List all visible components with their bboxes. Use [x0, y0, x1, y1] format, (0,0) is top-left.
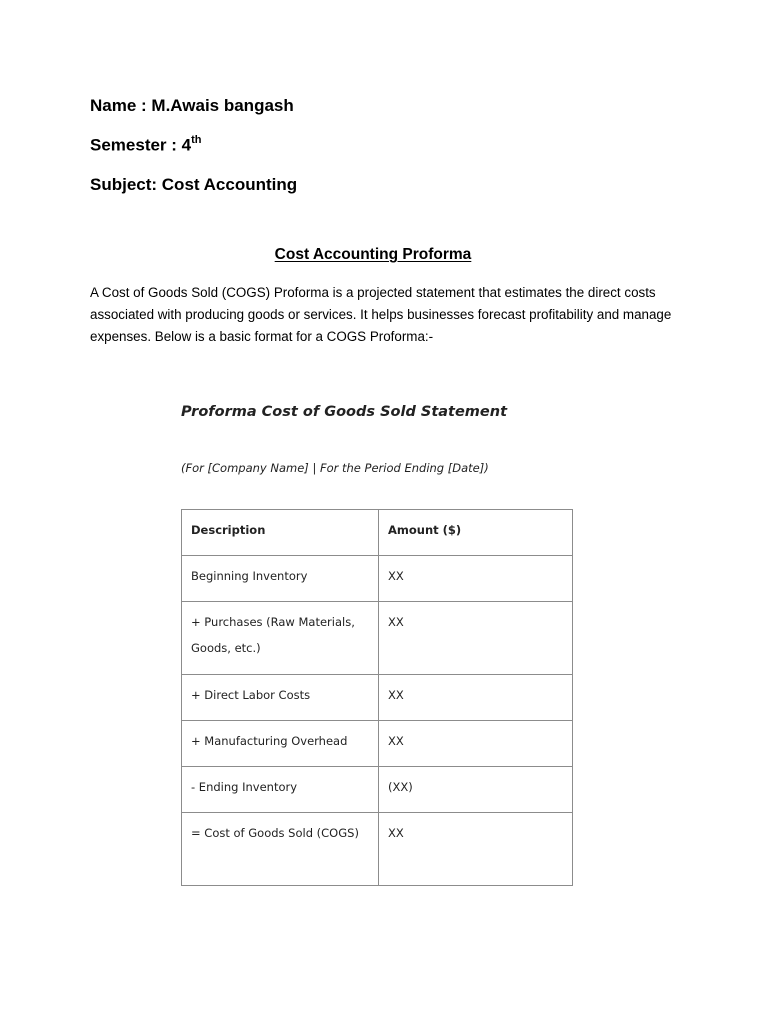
semester-label: Semester : 4: [90, 135, 192, 155]
proforma-subtitle: (For [Company Name] | For the Period Ending [Date]): [181, 461, 489, 475]
row-amount: XX: [379, 602, 573, 675]
row-amount: XX: [379, 721, 573, 767]
intro-paragraph: A Cost of Goods Sold (COGS) Proforma is a projected statement that estimates the direct costs associated with producing goods or services. It helps businesses forecast profitability and manage expenses. Below is a basic format for a COGS Proforma:-: [90, 285, 672, 344]
proforma-title: Proforma Cost of Goods Sold Statement: [181, 404, 507, 420]
student-name: Name : M.Awais bangash: [90, 96, 294, 115]
column-header-description: Description: [182, 510, 379, 556]
row-description: = Cost of Goods Sold (COGS): [182, 813, 379, 886]
table-row: [182, 556, 573, 602]
row-amount: XX: [379, 813, 573, 886]
table-row: [182, 813, 573, 886]
table-row: [182, 675, 573, 721]
row-description: + Purchases (Raw Materials, Goods, etc.): [182, 602, 379, 675]
row-amount: XX: [379, 556, 573, 602]
cogs-table: [181, 509, 573, 886]
semester-ordinal-suffix: th: [191, 134, 202, 146]
subject-line: Subject: Cost Accounting: [90, 175, 298, 194]
table-header-row: [182, 510, 573, 556]
row-description: + Direct Labor Costs: [182, 675, 379, 721]
semester-line: [90, 135, 202, 156]
row-description: - Ending Inventory: [182, 767, 379, 813]
table-row: [182, 721, 573, 767]
table-row: [182, 767, 573, 813]
document-title: Cost Accounting Proforma: [274, 246, 472, 263]
column-header-amount: Amount ($): [379, 510, 573, 556]
row-amount: (XX): [379, 767, 573, 813]
row-description: + Manufacturing Overhead: [182, 721, 379, 767]
row-description: Beginning Inventory: [182, 556, 379, 602]
table-row: [182, 602, 573, 675]
row-amount: XX: [379, 675, 573, 721]
